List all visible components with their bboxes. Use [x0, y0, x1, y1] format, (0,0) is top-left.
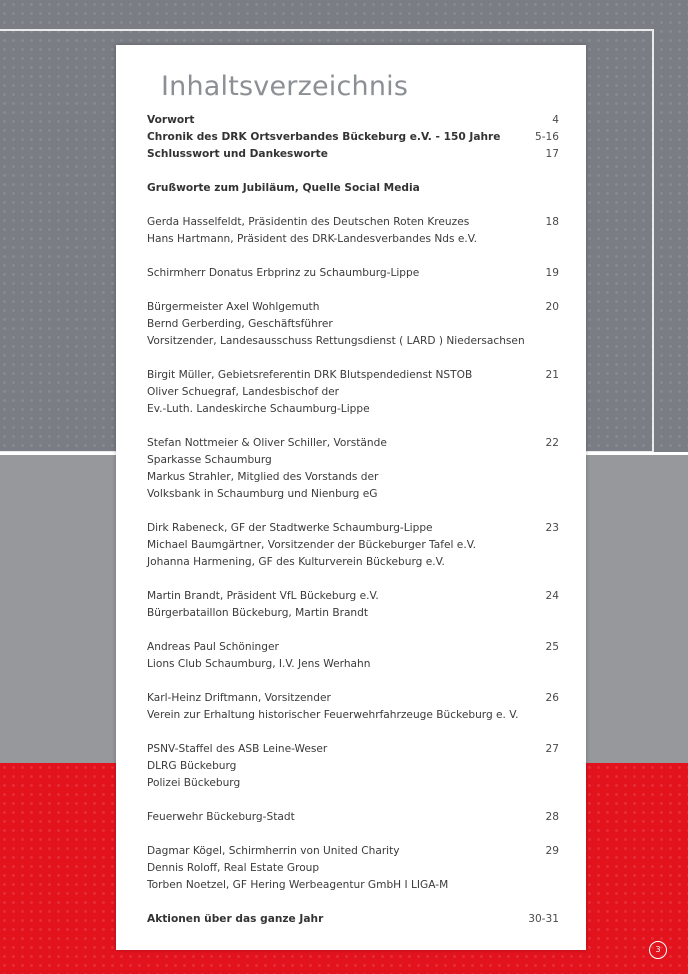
toc-entry — [147, 486, 559, 503]
toc-entry — [147, 605, 559, 622]
toc-entry — [147, 877, 559, 894]
toc-entry-page: 30-31 — [528, 913, 559, 925]
toc-group — [147, 265, 559, 282]
toc-entry — [147, 146, 559, 163]
toc-entry — [147, 809, 559, 826]
toc-entry-page: 27 — [545, 743, 559, 755]
toc-entry — [147, 214, 559, 231]
toc-entry — [147, 452, 559, 469]
toc-entry-text: Martin Brandt, Präsident VfL Bückeburg e.V. — [147, 590, 379, 602]
toc-entry-text: DLRG Bückeburg — [147, 760, 237, 772]
toc-entry-text: Stefan Nottmeier & Oliver Schiller, Vorstände — [147, 437, 387, 449]
toc-entry — [147, 690, 559, 707]
toc-group — [147, 690, 559, 724]
toc-entry-text: Sparkasse Schaumburg — [147, 454, 272, 466]
toc-entry-text: Ev.-Luth. Landeskirche Schaumburg-Lippe — [147, 403, 370, 415]
toc-entry-text: Volksbank in Schaumburg und Nienburg eG — [147, 488, 378, 500]
toc-entry-page: 25 — [545, 641, 559, 653]
toc-entry-text: Lions Club Schaumburg, I.V. Jens Werhahn — [147, 658, 371, 670]
table-of-contents — [147, 112, 559, 928]
toc-entry — [147, 333, 559, 350]
toc-entry-page: 24 — [545, 590, 559, 602]
toc-entry-page: 20 — [545, 301, 559, 313]
toc-group — [147, 911, 559, 928]
toc-entry-text: Dennis Roloff, Real Estate Group — [147, 862, 320, 874]
toc-entry-text: Hans Hartmann, Präsident des DRK-Landesverbandes Nds e.V. — [147, 233, 478, 245]
toc-entry — [147, 316, 559, 333]
toc-entry-text: Vorwort — [147, 114, 195, 126]
toc-entry — [147, 860, 559, 877]
toc-entry-page: 5-16 — [534, 131, 559, 143]
toc-entry — [147, 758, 559, 775]
toc-entry-text: Verein zur Erhaltung historischer Feuerwehrfahrzeuge Bückeburg e. V. — [147, 709, 519, 721]
toc-entry-text: Schlusswort und Dankesworte — [147, 148, 328, 160]
toc-entry — [147, 741, 559, 758]
toc-entry-text: Grußworte zum Jubiläum, Quelle Social Media — [147, 182, 420, 194]
toc-entry-page: 19 — [545, 267, 559, 279]
toc-entry-text: Chronik des DRK Ortsverbandes Bückeburg e.V. - 150 Jahre — [147, 131, 501, 143]
toc-entry — [147, 588, 559, 605]
toc-group — [147, 299, 559, 350]
toc-entry-page: 17 — [545, 148, 559, 160]
toc-entry-page: 18 — [545, 216, 559, 228]
page-number-badge: 3 — [649, 941, 667, 959]
toc-entry-text: Bürgerbataillon Bückeburg, Martin Brandt — [147, 607, 369, 619]
toc-entry-text: Feuerwehr Bückeburg-Stadt — [147, 811, 295, 823]
toc-entry — [147, 367, 559, 384]
toc-entry-text: Gerda Hasselfeldt, Präsidentin des Deutschen Roten Kreuzes — [147, 216, 470, 228]
toc-entry-text: Torben Noetzel, GF Hering Werbeagentur GmbH I LIGA-M — [147, 879, 449, 891]
toc-entry — [147, 265, 559, 282]
toc-group — [147, 520, 559, 571]
toc-entry — [147, 520, 559, 537]
toc-entry — [147, 554, 559, 571]
toc-entry-text: Bürgermeister Axel Wohlgemuth — [147, 301, 320, 313]
toc-entry-text: Johanna Harmening, GF des Kulturverein Bückeburg e.V. — [147, 556, 445, 568]
toc-group — [147, 367, 559, 418]
toc-group — [147, 180, 559, 197]
toc-entry — [147, 656, 559, 673]
toc-entry — [147, 401, 559, 418]
toc-entry — [147, 299, 559, 316]
toc-entry-text: Schirmherr Donatus Erbprinz zu Schaumburg-Lippe — [147, 267, 420, 279]
toc-entry-text: Bernd Gerberding, Geschäftsführer — [147, 318, 333, 330]
toc-entry — [147, 911, 559, 928]
toc-entry-text: Dirk Rabeneck, GF der Stadtwerke Schaumburg-Lippe — [147, 522, 433, 534]
toc-entry — [147, 843, 559, 860]
toc-entry-page: 23 — [545, 522, 559, 534]
toc-entry — [147, 537, 559, 554]
toc-entry-page: 26 — [545, 692, 559, 704]
toc-group — [147, 843, 559, 894]
toc-group — [147, 588, 559, 622]
toc-group — [147, 214, 559, 248]
toc-entry-page: 28 — [545, 811, 559, 823]
toc-group — [147, 639, 559, 673]
toc-group — [147, 435, 559, 503]
toc-entry-text: Polizei Bückeburg — [147, 777, 241, 789]
toc-entry-text: Andreas Paul Schöninger — [147, 641, 279, 653]
toc-group — [147, 741, 559, 792]
toc-entry-page: 29 — [545, 845, 559, 857]
toc-entry-text: Birgit Müller, Gebietsreferentin DRK Blutspendedienst NSTOB — [147, 369, 473, 381]
toc-entry-text: PSNV-Staffel des ASB Leine-Weser — [147, 743, 328, 755]
toc-entry-text: Aktionen über das ganze Jahr — [147, 913, 324, 925]
toc-entry — [147, 469, 559, 486]
toc-entry-text: Oliver Schuegraf, Landesbischof der — [147, 386, 340, 398]
toc-entry-text: Karl-Heinz Driftmann, Vorsitzender — [147, 692, 331, 704]
page-title: Inhaltsverzeichnis — [161, 71, 409, 102]
toc-entry — [147, 129, 559, 146]
toc-group — [147, 112, 559, 163]
toc-entry — [147, 435, 559, 452]
toc-entry — [147, 384, 559, 401]
toc-entry — [147, 707, 559, 724]
toc-entry — [147, 231, 559, 248]
toc-entry-page: 4 — [552, 114, 559, 126]
toc-entry-text: Vorsitzender, Landesausschuss Rettungsdienst ( LARD ) Niedersachsen — [147, 335, 525, 347]
toc-entry-text: Dagmar Kögel, Schirmherrin von United Charity — [147, 845, 400, 857]
toc-group — [147, 809, 559, 826]
toc-entry-page: 22 — [545, 437, 559, 449]
toc-entry-text: Michael Baumgärtner, Vorsitzender der Bückeburger Tafel e.V. — [147, 539, 476, 551]
toc-entry — [147, 639, 559, 656]
toc-entry — [147, 775, 559, 792]
toc-entry — [147, 180, 559, 197]
toc-entry — [147, 112, 559, 129]
toc-entry-text: Markus Strahler, Mitglied des Vorstands der — [147, 471, 379, 483]
toc-entry-page: 21 — [545, 369, 559, 381]
contents-panel — [116, 45, 586, 950]
